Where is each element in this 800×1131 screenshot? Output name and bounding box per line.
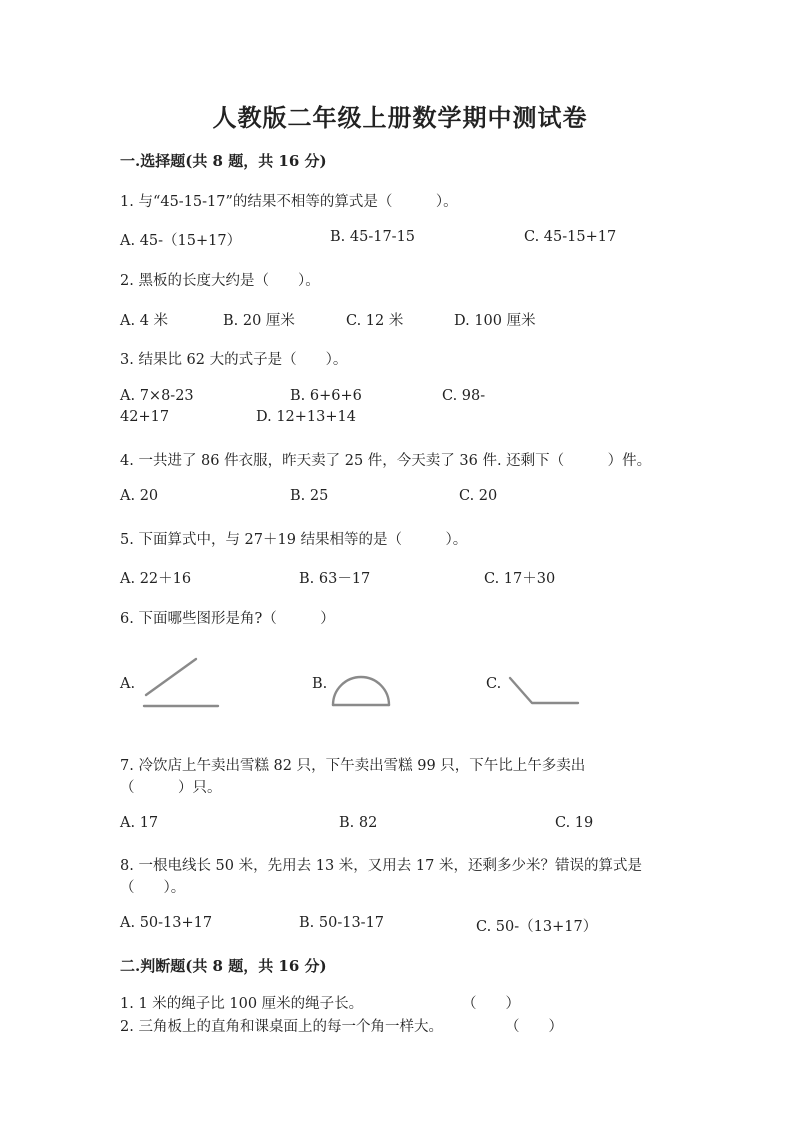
judgment-1-text: 1. 1 米的绳子比 100 厘米的绳子长。 [120,996,364,1012]
question-4-stem: 4. 一共进了 86 件衣服，昨天卖了 25 件，今天卖了 36 件. 还剩下（ ）件。 [120,453,652,469]
question-7-option-c: C. 19 [555,815,594,831]
question-1-option-c: C. 45-15+17 [524,229,617,245]
question-4-option-b: B. 25 [290,488,329,504]
question-7-stem-line1: 7. 冷饮店上午卖出雪糕 82 只，下午卖出雪糕 99 只，下午比上午多卖出 [120,758,586,774]
question-4-option-c: C. 20 [459,488,498,504]
judgment-2-text: 2. 三角板上的直角和课桌面上的每一个角一样大。 [120,1019,443,1035]
bent-line-figure-icon [506,674,582,708]
question-8-option-c: C. 50-（13+17） [476,919,598,935]
question-8-stem-line2: （ ）。 [120,880,186,896]
question-7-stem-line2: （ ）只。 [120,780,222,796]
question-3-option-c-cont: 42+17 [120,409,170,425]
question-6-option-a: A. [120,676,136,692]
judgment-2-blank: （ ） [505,1019,563,1035]
question-1-option-a: A. 45-（15+17） [120,233,242,249]
question-7-option-a: A. 17 [120,815,159,831]
question-3-option-b: B. 6+6+6 [290,388,362,404]
angle-figure-icon [140,655,220,711]
question-2-stem: 2. 黑板的长度大约是（ ）。 [120,273,320,289]
arc-figure-icon [329,668,393,708]
question-8-option-b: B. 50-13-17 [299,915,385,931]
question-1-stem: 1. 与“45-15-17”的结果不相等的算式是（ ）。 [120,194,458,210]
judgment-1-blank: （ ） [462,996,520,1012]
question-2-option-d: D. 100 厘米 [454,313,536,329]
question-2-option-c: C. 12 米 [346,313,404,329]
question-4-option-a: A. 20 [120,488,159,504]
question-5-option-a: A. 22＋16 [120,571,192,587]
question-8-option-a: A. 50-13+17 [120,915,213,931]
question-8-stem-line1: 8. 一根电线长 50 米，先用去 13 米，又用去 17 米，还剩多少米？错误的算式是 [120,858,642,874]
question-7-option-b: B. 82 [339,815,378,831]
question-6-option-c: C. [486,676,502,692]
question-3-option-c: C. 98- [442,388,486,404]
question-3-option-a: A. 7×8-23 [120,388,194,404]
question-2-option-b: B. 20 厘米 [223,313,295,329]
section-heading-judgment: 二.判断题(共 8 题，共 16 分) [120,957,327,975]
question-6-option-b: B. [312,676,328,692]
page-title: 人教版二年级上册数学期中测试卷 [212,103,588,132]
section-heading-choice: 一.选择题(共 8 题，共 16 分) [120,152,327,170]
question-2-option-a: A. 4 米 [120,313,169,329]
question-3-option-d: D. 12+13+14 [256,409,356,425]
question-5-option-c: C. 17＋30 [484,571,556,587]
question-6-stem: 6. 下面哪些图形是角?（ ） [120,611,335,627]
question-5-option-b: B. 63－17 [299,571,371,587]
question-3-stem: 3. 结果比 62 大的式子是（ ）。 [120,352,348,368]
question-1-option-b: B. 45-17-15 [330,229,416,245]
question-5-stem: 5. 下面算式中，与 27＋19 结果相等的是（ ）。 [120,532,468,548]
